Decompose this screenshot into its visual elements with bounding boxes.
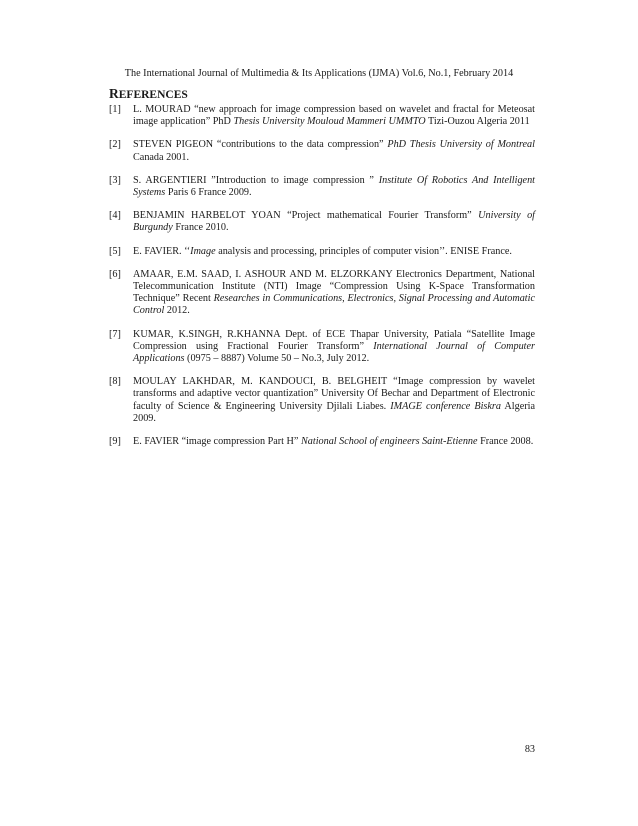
- reference-item: [109, 139, 535, 163]
- reference-text: [133, 436, 533, 447]
- reference-italic-segment: Thesis University Mouloud Mammeri UMMTO: [233, 116, 426, 128]
- page-number: 83: [524, 744, 535, 755]
- reference-italic-segment: International Journal of Computer Applications: [133, 340, 535, 365]
- reference-text: [133, 376, 535, 424]
- reference-segment: MOULAY LAKHDAR, M. KANDOUCI, B. BELGHEIT “Image compression by wavelet transforms and adaptive vector quantization” University Of Bechar and Department of Electronic faculty of Science & Engineering University Djilali Liabes.: [133, 376, 535, 412]
- reference-item: [109, 329, 535, 366]
- reference-number: [6]: [109, 268, 121, 280]
- reference-segment: (0975 – 8887) Volume 50 – No.3, July 2012.: [184, 353, 370, 365]
- reference-italic-segment: Image: [190, 245, 216, 257]
- reference-text: [133, 210, 535, 233]
- reference-segment: E. FAVIER “image compression Part H”: [133, 436, 301, 448]
- reference-text: [133, 329, 535, 364]
- reference-text: [133, 246, 512, 257]
- reference-item: [109, 269, 535, 318]
- reference-list: [109, 104, 535, 459]
- reference-segment: S. ARGENTIERI ”Introduction to image compression ”: [133, 174, 379, 186]
- reference-number: [7]: [109, 328, 121, 340]
- reference-text: [133, 104, 535, 127]
- reference-segment: France 2008.: [477, 436, 534, 448]
- reference-text: [133, 175, 535, 198]
- reference-text: [133, 269, 535, 317]
- reference-segment: STEVEN PIGEON “contributions to the data compression”: [133, 139, 388, 151]
- references-heading: [109, 87, 188, 102]
- reference-number: [5]: [109, 245, 121, 257]
- reference-segment: AMAAR, E.M. SAAD, I. ASHOUR AND M. ELZORKANY Electronics Department, National Telecommunication Institute (NTI) Image “Compression Using K-Space Transformation Technique” Recent: [133, 268, 535, 305]
- reference-number: [9]: [109, 436, 121, 448]
- reference-item: [109, 436, 535, 448]
- reference-number: [2]: [109, 139, 121, 151]
- reference-item: [109, 246, 535, 258]
- reference-italic-segment: University of Burgundy: [133, 210, 535, 234]
- reference-italic-segment: National School of engineers Saint-Etienne: [300, 436, 478, 448]
- reference-segment: Tizi-Ouzou Algeria 2011: [425, 116, 530, 128]
- reference-segment: 2012.: [164, 305, 190, 317]
- reference-segment: KUMAR, K.SINGH, R.KHANNA Dept. of ECE Thapar University, Patiala “Satellite Image Compression using Fractional Fourier Transform”: [133, 328, 535, 352]
- reference-item: [109, 104, 535, 128]
- reference-item: [109, 376, 535, 425]
- reference-segment: analysis and processing, principles of computer vision’’. ENISE France.: [215, 245, 512, 257]
- reference-number: [4]: [109, 210, 121, 222]
- journal-header: The International Journal of Multimedia & Its Applications (IJMA) Vol.6, No.1, February 2014: [124, 68, 514, 79]
- reference-segment: France 2010.: [172, 222, 229, 234]
- reference-segment: BENJAMIN HARBELOT YOAN “Project mathematical Fourier Transform”: [133, 210, 479, 222]
- reference-segment: L. MOURAD “new approach for image compression based on wavelet and fractal for Meteosat image application” PhD: [133, 104, 535, 128]
- reference-segment: Algeria 2009.: [133, 400, 535, 424]
- reference-segment: E. FAVIER. ‘‘: [133, 245, 191, 257]
- reference-italic-segment: IMAGE conference Biskra: [390, 400, 501, 412]
- reference-number: [8]: [109, 376, 121, 388]
- reference-text: [133, 139, 535, 162]
- reference-number: [3]: [109, 174, 121, 186]
- reference-item: [109, 175, 535, 199]
- reference-italic-segment: Researches in Communications, Electronics, Signal Processing and Automatic Control: [133, 293, 535, 317]
- heading-initial: R: [109, 86, 119, 101]
- reference-item: [109, 210, 535, 234]
- reference-segment: Canada 2001.: [133, 151, 190, 163]
- reference-segment: Paris 6 France 2009.: [165, 187, 252, 199]
- heading-rest: EFERENCES: [118, 89, 188, 101]
- reference-number: [1]: [109, 104, 121, 115]
- reference-italic-segment: Institute Of Robotics And Intelligent Systems: [133, 174, 536, 199]
- reference-italic-segment: PhD Thesis University of Montreal: [387, 139, 535, 151]
